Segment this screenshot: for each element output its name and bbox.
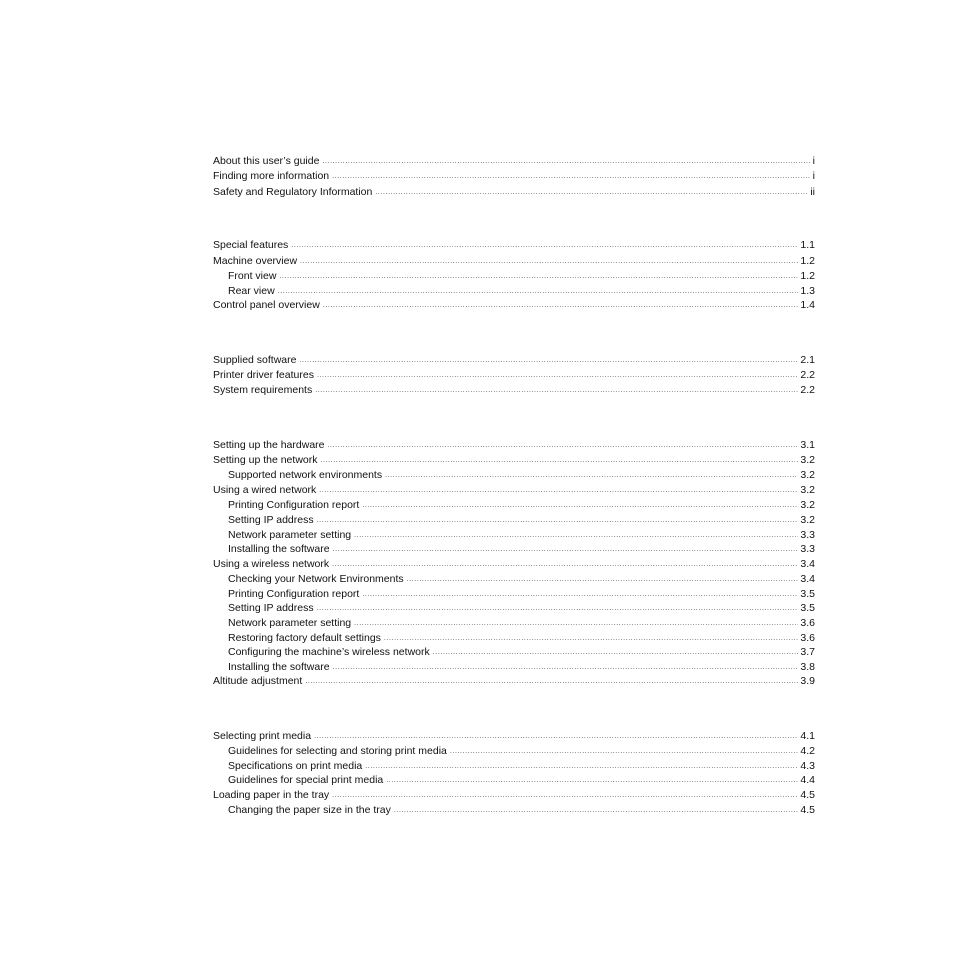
toc-subentry[interactable] [213,498,815,513]
toc-entry-title: Safety and Regulatory Information [213,185,373,198]
toc-entry-title: Altitude adjustment [213,675,303,688]
toc-page-number: 3.2 [800,469,815,482]
toc-section [213,353,815,399]
toc-page-number: 3.2 [800,484,815,497]
toc-entry-title: Installing the software [228,660,330,673]
toc-subentry[interactable] [213,616,815,631]
toc-entry-title: Changing the paper size in the tray [228,804,391,817]
toc-entry-title: Restoring factory default settings [228,631,381,644]
toc-page-number: 4.5 [800,788,815,801]
toc-page-number: 2.2 [800,384,815,397]
toc-page-number: 1.3 [800,284,815,297]
toc-entry-title: Using a wireless network [213,557,330,570]
toc-section [213,238,815,313]
toc-subentry[interactable] [213,587,815,602]
toc-entry-title: Network parameter setting [228,617,352,630]
toc-entry-title: Setting up the network [213,454,318,467]
toc-subentry[interactable] [213,513,815,528]
toc-subentry[interactable] [213,528,815,543]
dot-leader [315,383,798,398]
dot-leader [317,602,799,617]
dot-leader [320,453,798,468]
toc-entry-title: Guidelines for selecting and storing print media [228,745,447,758]
dot-leader [354,617,798,632]
toc-page-number: 3.8 [800,660,815,673]
toc-entry-title: Rear view [228,284,275,297]
toc-subentry[interactable] [213,468,815,483]
toc-entry-title: Setting IP address [228,514,314,527]
toc-page-number: 1.4 [800,299,815,312]
dot-leader [332,169,811,184]
toc-page-number: 1.2 [800,254,815,267]
dot-leader [291,238,798,253]
toc-page-number: 4.3 [800,759,815,772]
toc-entry-title: Loading paper in the tray [213,788,330,801]
toc-subentry[interactable] [213,660,815,675]
toc-entry-title: Guidelines for special print media [228,774,384,787]
dot-leader [407,573,799,588]
toc-page-number: 4.4 [800,774,815,787]
toc-entry-title: Supported network environments [228,469,383,482]
toc-entry-title: Printing Configuration report [228,587,360,600]
toc-section [213,729,815,818]
toc-entry[interactable] [213,453,815,468]
dot-leader [385,469,798,484]
toc-entry-title: Machine overview [213,254,298,267]
dot-leader [323,298,799,313]
dot-leader [322,154,810,169]
toc-page-number: i [812,170,815,183]
toc-subentry[interactable] [213,631,815,646]
dot-leader [394,804,799,819]
toc-subentry[interactable] [213,542,815,557]
toc-section [213,438,815,690]
toc-entry-title: Front view [228,269,277,282]
toc-page-number: 3.6 [800,631,815,644]
dot-leader [332,557,798,572]
dot-leader [279,270,798,285]
toc-page-number: 2.1 [800,353,815,366]
toc-entry-title: System requirements [213,384,313,397]
toc-entry[interactable] [213,254,815,269]
toc-page-number: 3.3 [800,543,815,556]
dot-leader [314,729,798,744]
dot-leader [354,529,798,544]
toc-entry[interactable] [213,383,815,398]
toc-entry[interactable] [213,185,815,200]
dot-leader [319,483,798,498]
toc-entry[interactable] [213,483,815,498]
toc-subentry[interactable] [213,803,815,818]
toc-entry[interactable] [213,557,815,572]
toc-page-number: 3.4 [800,557,815,570]
toc-subentry[interactable] [213,601,815,616]
toc-entry[interactable] [213,298,815,313]
toc-entry[interactable] [213,169,815,184]
toc-entry[interactable] [213,729,815,744]
dot-leader [305,674,798,689]
toc-page-number: 1.2 [800,269,815,282]
dot-leader [386,774,798,789]
toc-page-number: ii [810,185,815,198]
dot-leader [375,185,808,200]
dot-leader [317,514,799,529]
toc-entry-title: Printing Configuration report [228,499,360,512]
toc-subentry[interactable] [213,269,815,284]
toc-subentry[interactable] [213,572,815,587]
dot-leader [300,254,798,269]
toc-page-number: 3.2 [800,499,815,512]
toc-entry-title: Network parameter setting [228,528,352,541]
toc-subentry[interactable] [213,773,815,788]
dot-leader [299,353,798,368]
toc-subentry[interactable] [213,759,815,774]
toc-entry[interactable] [213,368,815,383]
toc-subentry[interactable] [213,645,815,660]
toc-page-number: 3.9 [800,675,815,688]
toc-entry-title: Supplied software [213,353,297,366]
toc-page-number: 3.2 [800,454,815,467]
toc-entry-title: Installing the software [228,543,330,556]
toc-entry[interactable] [213,154,815,169]
toc-page-number: 1.1 [800,239,815,252]
toc-page-number: 3.6 [800,617,815,630]
dot-leader [365,760,798,775]
toc-entry-title: Selecting print media [213,729,312,742]
dot-leader [328,438,799,453]
toc-page-number: 4.2 [800,745,815,758]
toc-entry[interactable] [213,238,815,253]
toc-page-number: 3.4 [800,573,815,586]
table-of-contents [213,154,815,818]
toc-page-number: 2.2 [800,368,815,381]
toc-page-number: 4.1 [800,729,815,742]
toc-entry[interactable] [213,674,815,689]
toc-page-number: 3.5 [800,602,815,615]
toc-entry-title: Specifications on print media [228,759,363,772]
dot-leader [384,632,798,647]
toc-page-number: 3.7 [800,646,815,659]
toc-subentry[interactable] [213,284,815,299]
toc-entry[interactable] [213,438,815,453]
toc-entry-title: About this user’s guide [213,155,320,167]
toc-page-number: 3.2 [800,514,815,527]
dot-leader [362,588,798,603]
dot-leader [450,745,799,760]
toc-entry-title: Special features [213,239,289,252]
toc-entry-title: Configuring the machine’s wireless network [228,646,430,659]
toc-page-number: 3.5 [800,587,815,600]
toc-entry-title: Using a wired network [213,484,317,497]
toc-entry-title: Setting IP address [228,602,314,615]
dot-leader [362,499,798,514]
dot-leader [333,543,799,558]
dot-leader [317,368,798,383]
toc-entry-title: Finding more information [213,170,330,183]
toc-entry[interactable] [213,788,815,803]
toc-entry[interactable] [213,353,815,368]
toc-subentry[interactable] [213,744,815,759]
dot-leader [332,788,798,803]
toc-entry-title: Setting up the hardware [213,438,325,451]
toc-section [213,154,815,200]
toc-page-number: 4.5 [800,804,815,817]
dot-leader [278,285,799,300]
toc-page-number: i [812,155,815,167]
toc-page-number: 3.3 [800,528,815,541]
toc-entry-title: Control panel overview [213,299,320,312]
toc-entry-title: Checking your Network Environments [228,573,404,586]
dot-leader [433,646,799,661]
toc-page-number: 3.1 [800,438,815,451]
dot-leader [333,661,799,676]
toc-entry-title: Printer driver features [213,368,314,381]
